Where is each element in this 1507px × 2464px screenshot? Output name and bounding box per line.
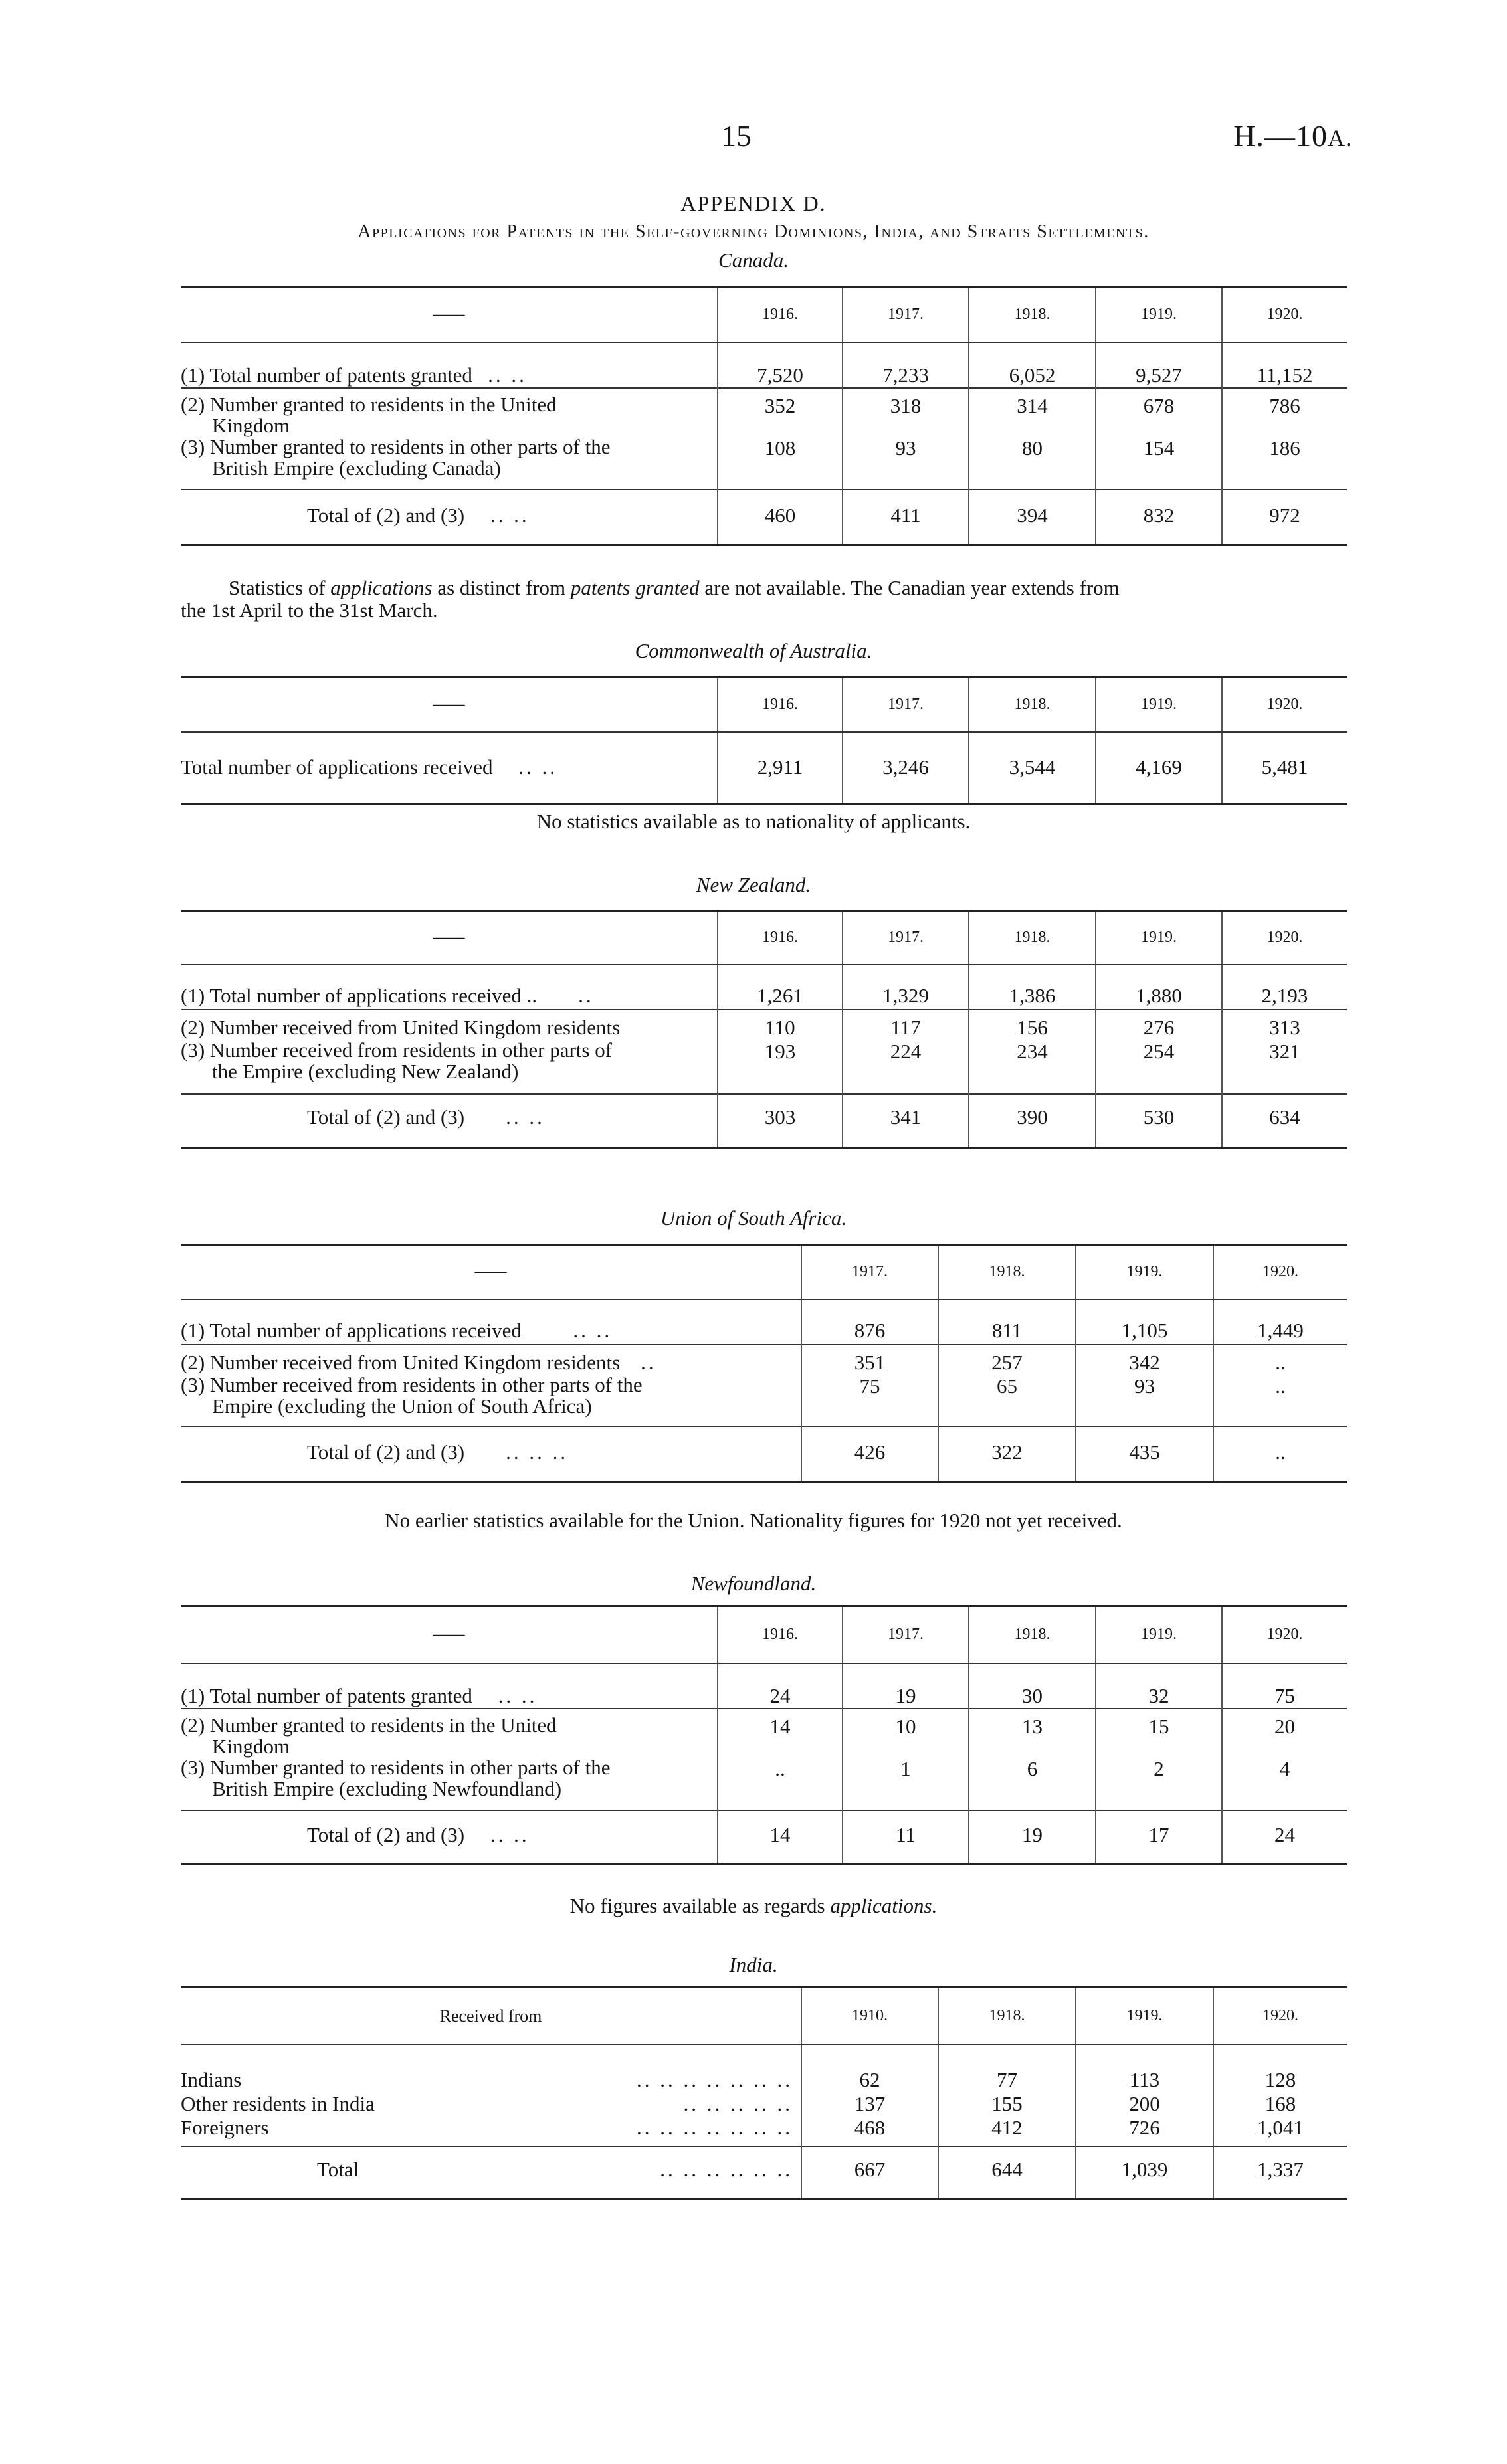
table-cell: 200 bbox=[1076, 2092, 1213, 2116]
table-cell: 65 bbox=[938, 1374, 1076, 1426]
table-cell: 24 bbox=[1222, 1810, 1347, 1865]
table-cell: 1,337 bbox=[1213, 2146, 1347, 2200]
table-cell: 24 bbox=[718, 1663, 843, 1709]
table-row bbox=[181, 1426, 1347, 1482]
table-cell: 93 bbox=[843, 436, 969, 490]
table-cell: 93 bbox=[1076, 1374, 1213, 1426]
table-row bbox=[181, 1374, 1347, 1426]
newfoundland-year-header: 1916. bbox=[718, 1606, 843, 1663]
table-cell: 1,041 bbox=[1213, 2116, 1347, 2146]
table-cell: 7,233 bbox=[843, 343, 969, 388]
table-cell: 257 bbox=[938, 1345, 1076, 1374]
india-received-from-header: Received from bbox=[181, 1988, 801, 2045]
table-cell: 2,911 bbox=[718, 732, 843, 804]
row-label: (2) Number granted to residents in the United bbox=[181, 1713, 557, 1737]
row-label-continued: Kingdom bbox=[212, 413, 290, 437]
table-cell: 14 bbox=[718, 1810, 843, 1865]
table-row bbox=[181, 1757, 1347, 1810]
canada-year-header: 1916. bbox=[718, 287, 843, 343]
table-row bbox=[181, 343, 1347, 388]
table-row bbox=[181, 2092, 1347, 2116]
table-cell: 108 bbox=[718, 436, 843, 490]
leader-dots: .. .. bbox=[498, 1683, 538, 1707]
row-label: Total of (2) and (3) bbox=[307, 1822, 465, 1846]
australia-year-header: 1918. bbox=[969, 678, 1096, 732]
newfoundland-year-header: 1918. bbox=[969, 1606, 1096, 1663]
table-cell: 15 bbox=[1096, 1709, 1222, 1757]
note-emphasis: applications. bbox=[830, 1894, 938, 1917]
table-cell: 411 bbox=[843, 490, 969, 545]
table-cell: 20 bbox=[1222, 1709, 1347, 1757]
table-cell: 13 bbox=[969, 1709, 1096, 1757]
table-cell: 318 bbox=[843, 388, 969, 436]
table-row bbox=[181, 1299, 1347, 1345]
note-text: Statistics of bbox=[229, 576, 326, 599]
table-cell: 678 bbox=[1096, 388, 1222, 436]
table-cell: 341 bbox=[843, 1094, 969, 1149]
newfoundland-note bbox=[0, 1895, 1507, 1917]
leader-dots: .. .. bbox=[490, 503, 530, 527]
table-cell: 972 bbox=[1222, 490, 1347, 545]
table-cell: 11 bbox=[843, 1810, 969, 1865]
australia-year-header: 1917. bbox=[843, 678, 969, 732]
table-cell: 224 bbox=[843, 1040, 969, 1094]
leader-dots: .. .. bbox=[488, 363, 527, 387]
leader-dots: .. .. .. .. .. .. bbox=[660, 2157, 793, 2181]
new-zealand-table bbox=[181, 910, 1347, 1149]
table-cell: 156 bbox=[969, 1010, 1096, 1040]
table-cell: 2,193 bbox=[1222, 965, 1347, 1010]
row-label: Total of (2) and (3) bbox=[307, 1440, 465, 1464]
table-row bbox=[181, 2146, 1347, 2200]
newfoundland-year-header: 1920. bbox=[1222, 1606, 1347, 1663]
row-label-continued: Kingdom bbox=[212, 1734, 290, 1758]
row-label: (1) Total number of patents granted bbox=[181, 363, 472, 387]
south-africa-note: No earlier statistics available for the Union. Nationality figures for 1920 not yet received. bbox=[385, 1509, 1122, 1532]
row-label: (1) Total number of applications received bbox=[181, 1318, 522, 1342]
row-label: (3) Number granted to residents in other parts of the bbox=[181, 1755, 611, 1779]
table-cell: 832 bbox=[1096, 490, 1222, 545]
leader-dots: .. bbox=[578, 983, 594, 1007]
leader-dots: .. .. bbox=[490, 1822, 530, 1846]
table-cell: 19 bbox=[969, 1810, 1096, 1865]
table-cell: 6 bbox=[969, 1757, 1096, 1810]
table-cell: 14 bbox=[718, 1709, 843, 1757]
table-cell: 303 bbox=[718, 1094, 843, 1149]
table-cell: 137 bbox=[801, 2092, 938, 2116]
newfoundland-heading: Newfoundland. bbox=[690, 1572, 817, 1595]
table-cell: 530 bbox=[1096, 1094, 1222, 1149]
table-row bbox=[181, 965, 1347, 1010]
table-cell: 313 bbox=[1222, 1010, 1347, 1040]
table-row bbox=[181, 436, 1347, 490]
table-cell: 1,105 bbox=[1076, 1299, 1213, 1345]
table-cell: 19 bbox=[843, 1663, 969, 1709]
australia-year-header: 1919. bbox=[1096, 678, 1222, 732]
new-zealand-year-header: 1919. bbox=[1096, 911, 1222, 965]
newfoundland-table bbox=[181, 1605, 1347, 1865]
new-zealand-year-header: 1920. bbox=[1222, 911, 1347, 965]
table-cell: 426 bbox=[801, 1426, 938, 1482]
leader-dots: .. .. .. bbox=[506, 1440, 569, 1464]
table-cell: 460 bbox=[718, 490, 843, 545]
table-cell: 193 bbox=[718, 1040, 843, 1094]
south-africa-year-header: 1917. bbox=[801, 1245, 938, 1299]
table-cell: 3,246 bbox=[843, 732, 969, 804]
table-row bbox=[181, 1094, 1347, 1149]
table-cell: 5,481 bbox=[1222, 732, 1347, 804]
new-zealand-year-header: 1917. bbox=[843, 911, 969, 965]
new-zealand-year-header: 1916. bbox=[718, 911, 843, 965]
table-cell: 1,880 bbox=[1096, 965, 1222, 1010]
table-cell: 726 bbox=[1076, 2116, 1213, 2146]
table-cell: 644 bbox=[938, 2146, 1076, 2200]
table-cell: 276 bbox=[1096, 1010, 1222, 1040]
note-text: as distinct from bbox=[437, 576, 566, 599]
table-cell: 75 bbox=[1222, 1663, 1347, 1709]
table-cell: 3,544 bbox=[969, 732, 1096, 804]
table-cell: 17 bbox=[1096, 1810, 1222, 1865]
row-label: (3) Number received from residents in other parts of bbox=[181, 1038, 613, 1062]
leader-dots: .. .. .. .. .. .. .. bbox=[637, 2067, 793, 2091]
row-label: Total number of applications received bbox=[181, 755, 493, 779]
table-row bbox=[181, 490, 1347, 545]
newfoundland-year-header: 1919. bbox=[1096, 1606, 1222, 1663]
south-africa-year-header: 1919. bbox=[1076, 1245, 1213, 1299]
table-cell: 11,152 bbox=[1222, 343, 1347, 388]
table-cell: 1,261 bbox=[718, 965, 843, 1010]
table-cell: 876 bbox=[801, 1299, 938, 1345]
note-emphasis: patents granted bbox=[570, 576, 700, 599]
table-cell: 186 bbox=[1222, 436, 1347, 490]
new-zealand-year-header: 1918. bbox=[969, 911, 1096, 965]
row-label: (2) Number received from United Kingdom residents bbox=[181, 1350, 621, 1374]
document-reference bbox=[1233, 118, 1352, 153]
leader-dots: .. .. .. .. .. bbox=[683, 2091, 793, 2115]
table-row bbox=[181, 1040, 1347, 1094]
table-row bbox=[181, 1345, 1347, 1374]
table-cell: 168 bbox=[1213, 2092, 1347, 2116]
table-row bbox=[181, 1709, 1347, 1757]
india-table bbox=[181, 1986, 1347, 2200]
reference-suffix: A. bbox=[1328, 125, 1352, 151]
australia-note: No statistics available as to nationality of applicants. bbox=[536, 810, 971, 833]
row-label: (2) Number received from United Kingdom residents bbox=[181, 1015, 621, 1039]
table-cell: .. bbox=[718, 1757, 843, 1810]
table-cell: 6,052 bbox=[969, 343, 1096, 388]
table-cell: 77 bbox=[938, 2045, 1076, 2092]
australia-year-header: 1920. bbox=[1222, 678, 1347, 732]
india-year-header: 1919. bbox=[1076, 1988, 1213, 2045]
table-cell: 786 bbox=[1222, 388, 1347, 436]
note-text: No figures available as regards bbox=[569, 1894, 825, 1917]
south-africa-year-header: 1920. bbox=[1213, 1245, 1347, 1299]
table-cell: 412 bbox=[938, 2116, 1076, 2146]
table-cell: 351 bbox=[801, 1345, 938, 1374]
table-cell: 7,520 bbox=[718, 343, 843, 388]
table-cell: 322 bbox=[938, 1426, 1076, 1482]
leader-dots: .. .. .. .. .. .. .. bbox=[637, 2115, 793, 2139]
table-row bbox=[181, 1663, 1347, 1709]
row-label: Indians bbox=[181, 2067, 242, 2091]
table-row bbox=[181, 1810, 1347, 1865]
table-cell: 4 bbox=[1222, 1757, 1347, 1810]
india-year-header: 1918. bbox=[938, 1988, 1076, 2045]
appendix-heading: APPENDIX D. bbox=[680, 191, 827, 215]
document-title: Applications for Patents in the Self-governing Dominions, India, and Straits Settlements. bbox=[357, 221, 1150, 242]
leader-dots: .. .. bbox=[518, 755, 558, 779]
canada-year-header: 1919. bbox=[1096, 287, 1222, 343]
new-zealand-stub-header: —— bbox=[181, 911, 718, 965]
leader-dots: .. bbox=[641, 1350, 656, 1374]
table-cell: 634 bbox=[1222, 1094, 1347, 1149]
table-cell: 1,449 bbox=[1213, 1299, 1347, 1345]
canada-note bbox=[181, 577, 1350, 622]
note-text: the 1st April to the 31st March. bbox=[181, 599, 438, 622]
row-label: Other residents in India bbox=[181, 2091, 375, 2115]
row-label: (3) Number granted to residents in other parts of the bbox=[181, 434, 611, 458]
table-row bbox=[181, 732, 1347, 804]
table-cell: 154 bbox=[1096, 436, 1222, 490]
table-cell: 394 bbox=[969, 490, 1096, 545]
row-label-continued: Empire (excluding the Union of South Africa) bbox=[212, 1394, 592, 1418]
australia-heading: Commonwealth of Australia. bbox=[635, 639, 872, 662]
row-label: Total bbox=[317, 2157, 359, 2181]
table-cell: 2 bbox=[1096, 1757, 1222, 1810]
row-label: (2) Number granted to residents in the United bbox=[181, 392, 557, 416]
table-row bbox=[181, 1010, 1347, 1040]
table-cell: 468 bbox=[801, 2116, 938, 2146]
table-cell: 1,386 bbox=[969, 965, 1096, 1010]
south-africa-year-header: 1918. bbox=[938, 1245, 1076, 1299]
table-cell: 811 bbox=[938, 1299, 1076, 1345]
canada-year-header: 1918. bbox=[969, 287, 1096, 343]
table-cell: 1,329 bbox=[843, 965, 969, 1010]
reference-main: H.—10 bbox=[1233, 119, 1328, 153]
new-zealand-heading: New Zealand. bbox=[696, 873, 811, 896]
canada-table bbox=[181, 286, 1347, 546]
table-cell: 117 bbox=[843, 1010, 969, 1040]
india-year-header: 1920. bbox=[1213, 1988, 1347, 2045]
row-label-continued: the Empire (excluding New Zealand) bbox=[212, 1059, 519, 1083]
table-cell: 128 bbox=[1213, 2045, 1347, 2092]
table-cell: 1 bbox=[843, 1757, 969, 1810]
india-year-header: 1910. bbox=[801, 1988, 938, 2045]
table-row bbox=[181, 388, 1347, 436]
table-cell: 342 bbox=[1076, 1345, 1213, 1374]
south-africa-heading: Union of South Africa. bbox=[660, 1206, 847, 1230]
canada-stub-header: —— bbox=[181, 287, 718, 343]
table-cell: 314 bbox=[969, 388, 1096, 436]
table-cell: 30 bbox=[969, 1663, 1096, 1709]
table-cell: .. bbox=[1213, 1374, 1347, 1426]
table-cell: .. bbox=[1213, 1426, 1347, 1482]
table-cell: 4,169 bbox=[1096, 732, 1222, 804]
table-cell: 80 bbox=[969, 436, 1096, 490]
page-number: 15 bbox=[721, 119, 752, 153]
table-row bbox=[181, 2045, 1347, 2092]
table-row bbox=[181, 2116, 1347, 2146]
row-label: Total of (2) and (3) bbox=[307, 503, 465, 527]
table-cell: .. bbox=[1213, 1345, 1347, 1374]
table-cell: 1,039 bbox=[1076, 2146, 1213, 2200]
table-cell: 155 bbox=[938, 2092, 1076, 2116]
table-cell: 667 bbox=[801, 2146, 938, 2200]
note-emphasis: applications bbox=[330, 576, 433, 599]
table-cell: 390 bbox=[969, 1094, 1096, 1149]
leader-dots: .. .. bbox=[573, 1318, 613, 1342]
row-label-continued: British Empire (excluding Canada) bbox=[212, 456, 501, 480]
table-cell: 435 bbox=[1076, 1426, 1213, 1482]
table-cell: 113 bbox=[1076, 2045, 1213, 2092]
note-text: are not available. The Canadian year extends from bbox=[704, 576, 1120, 599]
row-label: (3) Number received from residents in other parts of the bbox=[181, 1373, 643, 1396]
row-label: Total of (2) and (3) bbox=[307, 1105, 465, 1129]
row-label-continued: British Empire (excluding Newfoundland) bbox=[212, 1776, 562, 1800]
leader-dots: .. .. bbox=[506, 1105, 545, 1129]
row-label: (1) Total number of patents granted bbox=[181, 1683, 472, 1707]
south-africa-stub-header: —— bbox=[181, 1245, 801, 1299]
table-cell: 352 bbox=[718, 388, 843, 436]
table-cell: 254 bbox=[1096, 1040, 1222, 1094]
table-cell: 10 bbox=[843, 1709, 969, 1757]
canada-year-header: 1917. bbox=[843, 287, 969, 343]
table-cell: 9,527 bbox=[1096, 343, 1222, 388]
australia-year-header: 1916. bbox=[718, 678, 843, 732]
newfoundland-year-header: 1917. bbox=[843, 1606, 969, 1663]
australia-table bbox=[181, 676, 1347, 805]
india-heading: India. bbox=[729, 1953, 778, 1976]
australia-stub-header: —— bbox=[181, 678, 718, 732]
canada-heading: Canada. bbox=[718, 248, 789, 272]
table-cell: 321 bbox=[1222, 1040, 1347, 1094]
canada-year-header: 1920. bbox=[1222, 287, 1347, 343]
row-label: Foreigners bbox=[181, 2115, 269, 2139]
table-cell: 234 bbox=[969, 1040, 1096, 1094]
south-africa-table bbox=[181, 1244, 1347, 1483]
table-cell: 32 bbox=[1096, 1663, 1222, 1709]
row-label: (1) Total number of applications received .. bbox=[181, 983, 538, 1007]
newfoundland-stub-header: —— bbox=[181, 1606, 718, 1663]
table-cell: 62 bbox=[801, 2045, 938, 2092]
table-cell: 75 bbox=[801, 1374, 938, 1426]
table-cell: 110 bbox=[718, 1010, 843, 1040]
